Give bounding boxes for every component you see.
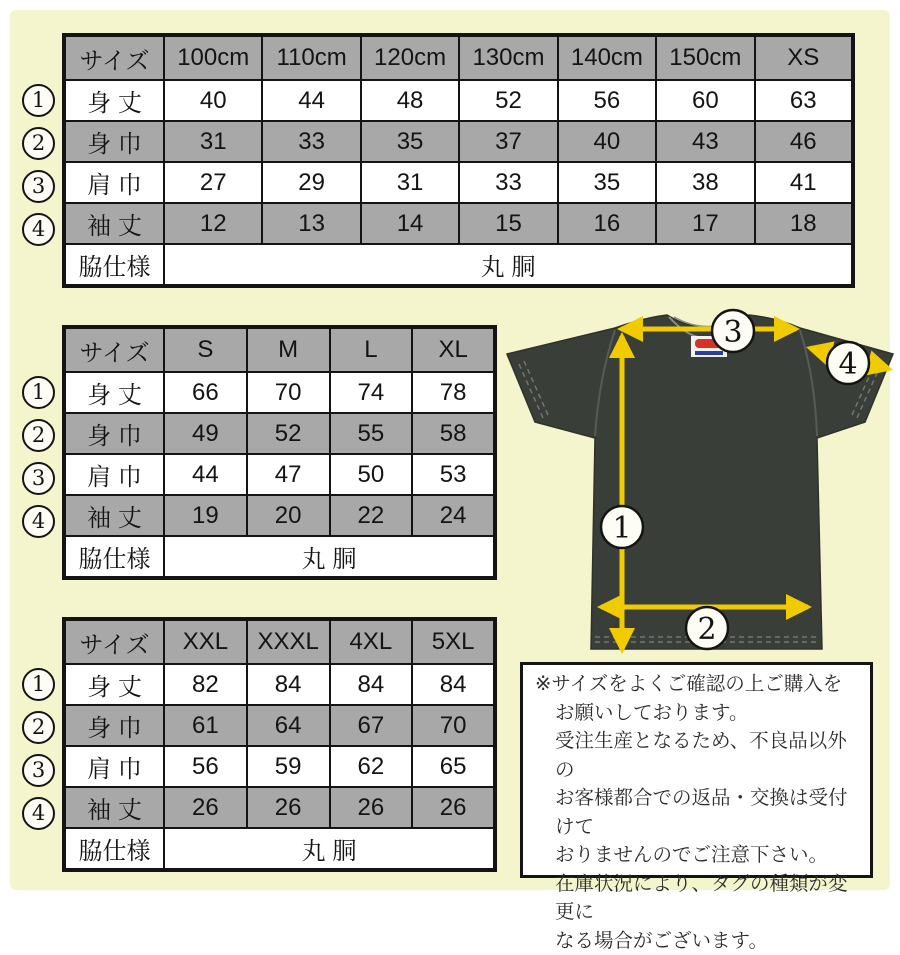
size-value-cell: 67	[330, 705, 413, 746]
size-value-cell: 44	[164, 454, 247, 495]
table-row	[64, 495, 495, 536]
table-row	[64, 203, 853, 244]
size-value-cell: 78	[412, 372, 495, 413]
badge-digit: 1	[32, 382, 45, 403]
size-value-cell: 35	[558, 162, 656, 203]
header-cell: 120cm	[361, 35, 459, 80]
size-value-cell: 41	[755, 162, 853, 203]
badge-digit: 3	[32, 760, 45, 781]
size-table-kids-xs	[62, 33, 855, 288]
header-cell: サイズ	[64, 35, 164, 80]
tshirt-diagram	[505, 306, 895, 656]
size-chart-s-xl	[62, 325, 497, 580]
table-row	[64, 746, 495, 787]
footer-value-cell: 丸 胴	[164, 828, 495, 870]
size-value-cell: 52	[247, 413, 330, 454]
table-row	[64, 787, 495, 828]
size-value-cell: 37	[459, 121, 557, 162]
table-row	[64, 664, 495, 705]
header-cell: XL	[412, 327, 495, 372]
size-value-cell: 53	[412, 454, 495, 495]
size-value-cell: 38	[656, 162, 754, 203]
header-cell: XXXL	[247, 619, 330, 664]
measure-number-badge-1	[22, 668, 55, 701]
header-cell: 100cm	[164, 35, 262, 80]
size-value-cell: 47	[247, 454, 330, 495]
size-value-cell: 31	[164, 121, 262, 162]
size-value-cell: 29	[262, 162, 360, 203]
size-table-s-xl	[62, 325, 497, 580]
size-value-cell: 65	[412, 746, 495, 787]
badge-digit: 4	[32, 219, 45, 240]
footer-label-cell: 脇仕様	[64, 536, 164, 578]
notice-line: 在庫状況により、タグの種類が変更に	[535, 870, 862, 927]
size-value-cell: 33	[262, 121, 360, 162]
size-value-cell: 60	[656, 80, 754, 121]
size-value-cell: 40	[558, 121, 656, 162]
measure-label-cell: 身 丈	[64, 664, 164, 705]
header-cell: XS	[755, 35, 853, 80]
measure-number-badge-4	[22, 505, 55, 538]
size-value-cell: 19	[164, 495, 247, 536]
measure-number-badge-1	[22, 84, 55, 117]
size-value-cell: 17	[656, 203, 754, 244]
measure-label-cell: 身 丈	[64, 80, 164, 121]
size-value-cell: 33	[459, 162, 557, 203]
size-value-cell: 26	[247, 787, 330, 828]
size-value-cell: 64	[247, 705, 330, 746]
size-value-cell: 52	[459, 80, 557, 121]
table-row	[64, 372, 495, 413]
measure-number-badge-3	[22, 462, 55, 495]
badge-digit: 2	[32, 133, 45, 154]
size-value-cell: 43	[656, 121, 754, 162]
table-header-row	[64, 327, 495, 372]
notice-line: ※サイズをよくご確認の上ご購入を	[535, 670, 862, 699]
header-cell: サイズ	[64, 619, 164, 664]
table-footer-row	[64, 244, 853, 286]
measure-label-cell: 袖 丈	[64, 203, 164, 244]
size-table-xxl-5xl	[62, 617, 497, 872]
size-value-cell: 14	[361, 203, 459, 244]
size-value-cell: 74	[330, 372, 413, 413]
size-value-cell: 35	[361, 121, 459, 162]
measure-number-badge-2	[22, 419, 55, 452]
notice-line: 受注生産となるため、不良品以外の	[535, 727, 862, 784]
size-value-cell: 56	[164, 746, 247, 787]
header-cell: L	[330, 327, 413, 372]
table-row	[64, 80, 853, 121]
size-value-cell: 84	[412, 664, 495, 705]
header-cell: 5XL	[412, 619, 495, 664]
diagram-badge-1	[601, 506, 643, 548]
measure-label-cell: 肩 巾	[64, 454, 164, 495]
measure-label-cell: 袖 丈	[64, 495, 164, 536]
header-cell: 130cm	[459, 35, 557, 80]
measure-number-badge-3	[22, 170, 55, 203]
measure-label-cell: 身 巾	[64, 413, 164, 454]
tshirt-svg	[505, 306, 895, 656]
size-value-cell: 58	[412, 413, 495, 454]
footer-label-cell: 脇仕様	[64, 828, 164, 870]
size-value-cell: 15	[459, 203, 557, 244]
notice-line: お願いしております。	[535, 699, 862, 728]
footer-value-cell: 丸 胴	[164, 536, 495, 578]
measure-label-cell: 身 巾	[64, 121, 164, 162]
badge-digit: 4	[32, 803, 45, 824]
size-value-cell: 84	[247, 664, 330, 705]
measure-number-badge-2	[22, 127, 55, 160]
badge-digit: 3	[723, 315, 742, 350]
size-value-cell: 26	[330, 787, 413, 828]
size-value-cell: 48	[361, 80, 459, 121]
header-cell: 150cm	[656, 35, 754, 80]
header-cell: サイズ	[64, 327, 164, 372]
measure-label-cell: 身 巾	[64, 705, 164, 746]
purchase-notice-box	[520, 662, 873, 878]
size-chart-xxl-5xl	[62, 617, 497, 872]
table-header-row	[64, 619, 495, 664]
badge-digit: 4	[32, 511, 45, 532]
table-row	[64, 121, 853, 162]
footer-label-cell: 脇仕様	[64, 244, 164, 286]
header-cell: 4XL	[330, 619, 413, 664]
badge-digit: 4	[838, 347, 857, 382]
measure-label-cell: 肩 巾	[64, 746, 164, 787]
table-footer-row	[64, 536, 495, 578]
badge-digit: 3	[32, 468, 45, 489]
size-value-cell: 40	[164, 80, 262, 121]
size-value-cell: 66	[164, 372, 247, 413]
header-cell: 140cm	[558, 35, 656, 80]
size-value-cell: 18	[755, 203, 853, 244]
measure-number-badge-4	[22, 213, 55, 246]
size-value-cell: 44	[262, 80, 360, 121]
size-value-cell: 59	[247, 746, 330, 787]
table-row	[64, 413, 495, 454]
size-value-cell: 12	[164, 203, 262, 244]
size-value-cell: 46	[755, 121, 853, 162]
size-chart-kids-xs	[62, 33, 855, 288]
footer-value-cell: 丸 胴	[164, 244, 853, 286]
table-row	[64, 454, 495, 495]
size-value-cell: 62	[330, 746, 413, 787]
size-value-cell: 61	[164, 705, 247, 746]
table-row	[64, 162, 853, 203]
badge-digit: 2	[32, 425, 45, 446]
diagram-badge-2	[686, 607, 728, 649]
size-value-cell: 63	[755, 80, 853, 121]
size-value-cell: 50	[330, 454, 413, 495]
notice-line: なる場合がございます。	[535, 927, 862, 955]
size-value-cell: 49	[164, 413, 247, 454]
badge-digit: 3	[32, 176, 45, 197]
badge-digit: 1	[612, 511, 631, 546]
notice-line: お客様都合での返品・交換は受付けて	[535, 784, 862, 841]
measure-number-badge-1	[22, 376, 55, 409]
size-value-cell: 26	[164, 787, 247, 828]
badge-digit: 1	[32, 674, 45, 695]
badge-digit: 2	[32, 717, 45, 738]
size-value-cell: 27	[164, 162, 262, 203]
header-cell: XXL	[164, 619, 247, 664]
size-value-cell: 31	[361, 162, 459, 203]
size-value-cell: 13	[262, 203, 360, 244]
measure-label-cell: 肩 巾	[64, 162, 164, 203]
measure-number-badge-4	[22, 797, 55, 830]
size-value-cell: 26	[412, 787, 495, 828]
size-value-cell: 70	[412, 705, 495, 746]
size-value-cell: 56	[558, 80, 656, 121]
table-footer-row	[64, 828, 495, 870]
header-cell: S	[164, 327, 247, 372]
header-cell: M	[247, 327, 330, 372]
badge-digit: 2	[697, 612, 716, 647]
header-cell: 110cm	[262, 35, 360, 80]
size-value-cell: 84	[330, 664, 413, 705]
size-value-cell: 22	[330, 495, 413, 536]
table-row	[64, 705, 495, 746]
badge-digit: 1	[32, 90, 45, 111]
diagram-badge-3	[712, 310, 754, 352]
size-value-cell: 24	[412, 495, 495, 536]
table-header-row	[64, 35, 853, 80]
size-value-cell: 20	[247, 495, 330, 536]
measure-number-badge-3	[22, 754, 55, 787]
diagram-badge-4	[827, 342, 869, 384]
measure-label-cell: 身 丈	[64, 372, 164, 413]
size-value-cell: 55	[330, 413, 413, 454]
size-value-cell: 16	[558, 203, 656, 244]
size-value-cell: 70	[247, 372, 330, 413]
measure-number-badge-2	[22, 711, 55, 744]
notice-line: おりませんのでご注意下さい。	[535, 841, 862, 870]
measure-label-cell: 袖 丈	[64, 787, 164, 828]
size-value-cell: 82	[164, 664, 247, 705]
